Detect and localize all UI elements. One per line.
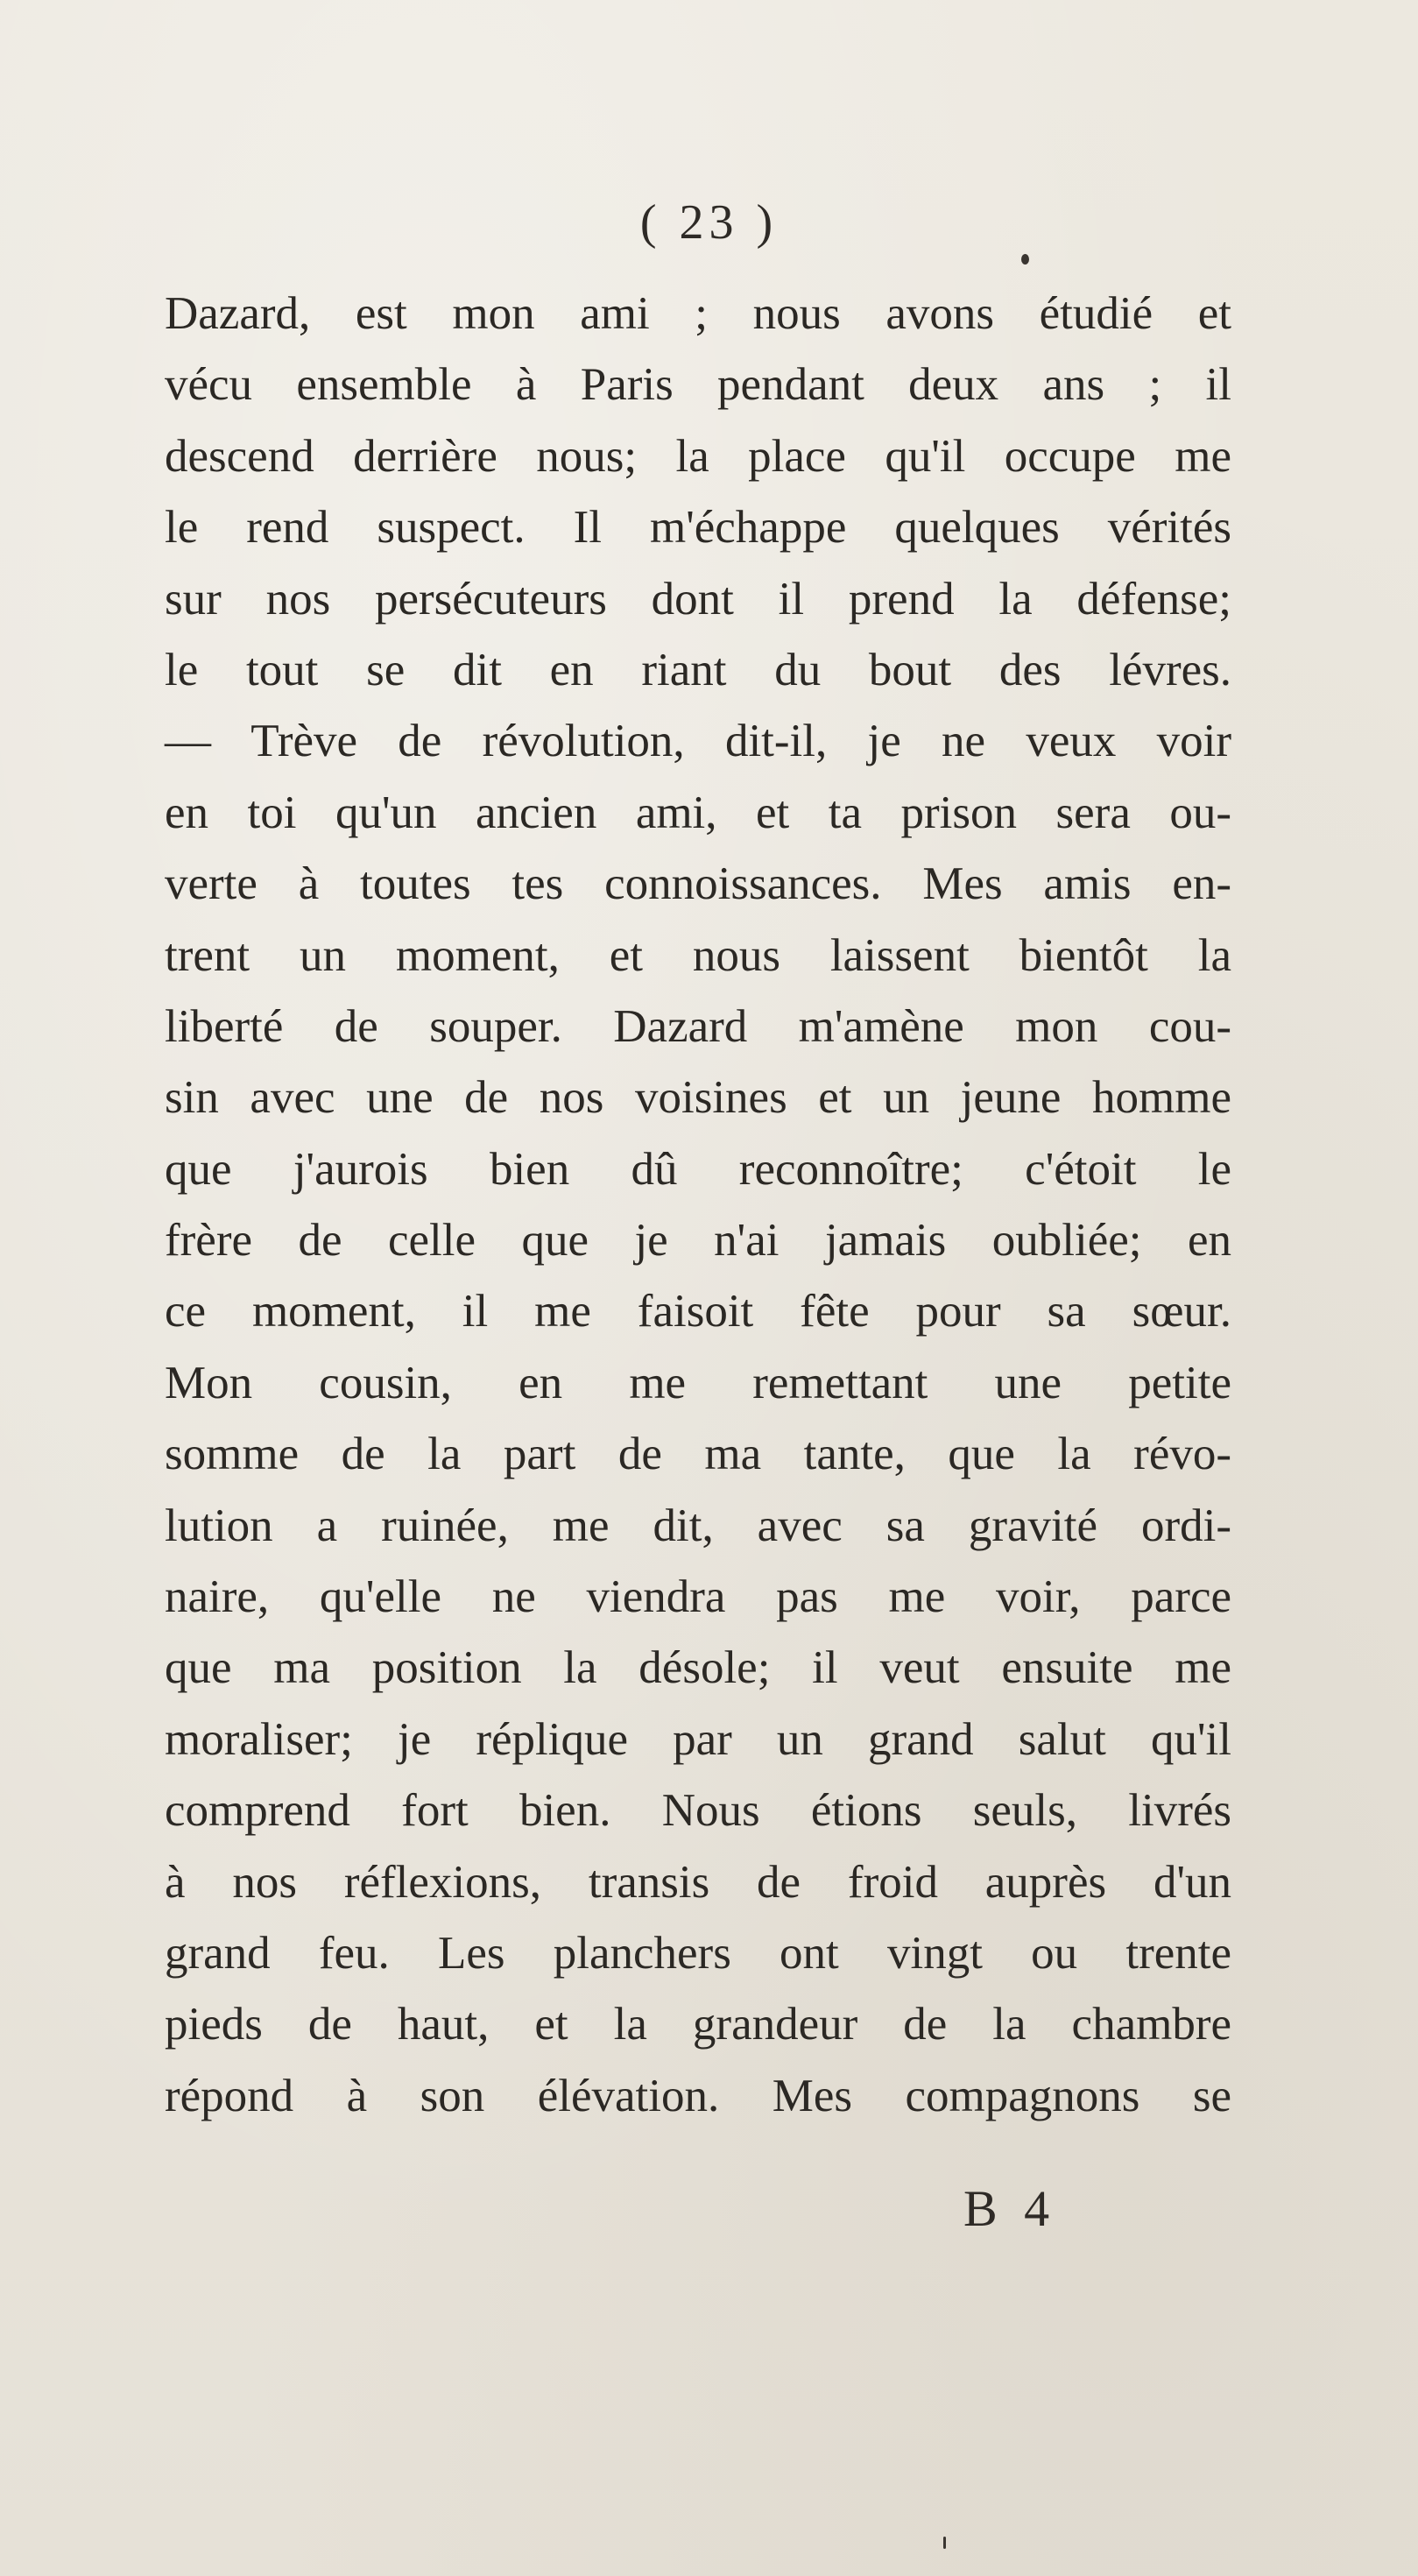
text-line: pieds de haut, et la grandeur de la chambre [165,1999,1231,2050]
text-line: grand feu. Les planchers ont vingt ou trente [165,1927,1231,1979]
page-number-header: ( 23 ) [639,195,779,250]
text-line: vécu ensemble à Paris pendant deux ans ; il [165,359,1231,411]
text-line: verte à toutes tes connoissances. Mes amis en- [165,858,1231,910]
text-line: ce moment, il me faisoit fête pour sa sœur. [165,1286,1231,1337]
text-line: lution a ruinée, me dit, avec sa gravité ordi- [165,1500,1231,1551]
text-line: trent un moment, et nous laissent bientôt la [165,929,1231,981]
body-text [165,279,1231,2132]
text-line: à nos réflexions, transis de froid auprès d'un [165,1856,1231,1908]
text-line: en toi qu'un ancien ami, et ta prison sera ou- [165,787,1231,838]
text-line: Mon cousin, en me remettant une petite [165,1357,1231,1408]
text-line: répond à son élévation. Mes compagnons se [165,2070,1231,2121]
text-line: naire, qu'elle ne viendra pas me voir, parce [165,1571,1231,1623]
text-line: liberté de souper. Dazard m'amène mon cou- [165,1000,1231,1052]
text-line: Dazard, est mon ami ; nous avons étudié et [165,288,1231,339]
text-line: — Trève de révolution, dit-il, je ne veux voir [165,716,1231,767]
text-line: le tout se dit en riant du bout des lévres. [165,644,1231,695]
text-line: que j'aurois bien dû reconnoître; c'étoit le [165,1143,1231,1195]
ink-speck [943,2537,946,2549]
text-line: sur nos persécuteurs dont il prend la défense; [165,573,1231,625]
text-line: comprend fort bien. Nous étions seuls, livrés [165,1785,1231,1837]
text-line: que ma position la désole; il veut ensuite me [165,1642,1231,1694]
text-line: descend derrière nous; la place qu'il occupe me [165,430,1231,482]
text-line: moraliser; je réplique par un grand salut qu'il [165,1713,1231,1765]
text-line: frère de celle que je n'ai jamais oubliée; en [165,1215,1231,1267]
text-line: somme de la part de ma tante, que la révo- [165,1429,1231,1480]
text-line: sin avec une de nos voisines et un jeune homme [165,1072,1231,1124]
text-line: le rend suspect. Il m'échappe quelques vérités [165,502,1231,554]
ink-speck [1021,254,1029,265]
signature-mark: B 4 [963,2180,1057,2237]
